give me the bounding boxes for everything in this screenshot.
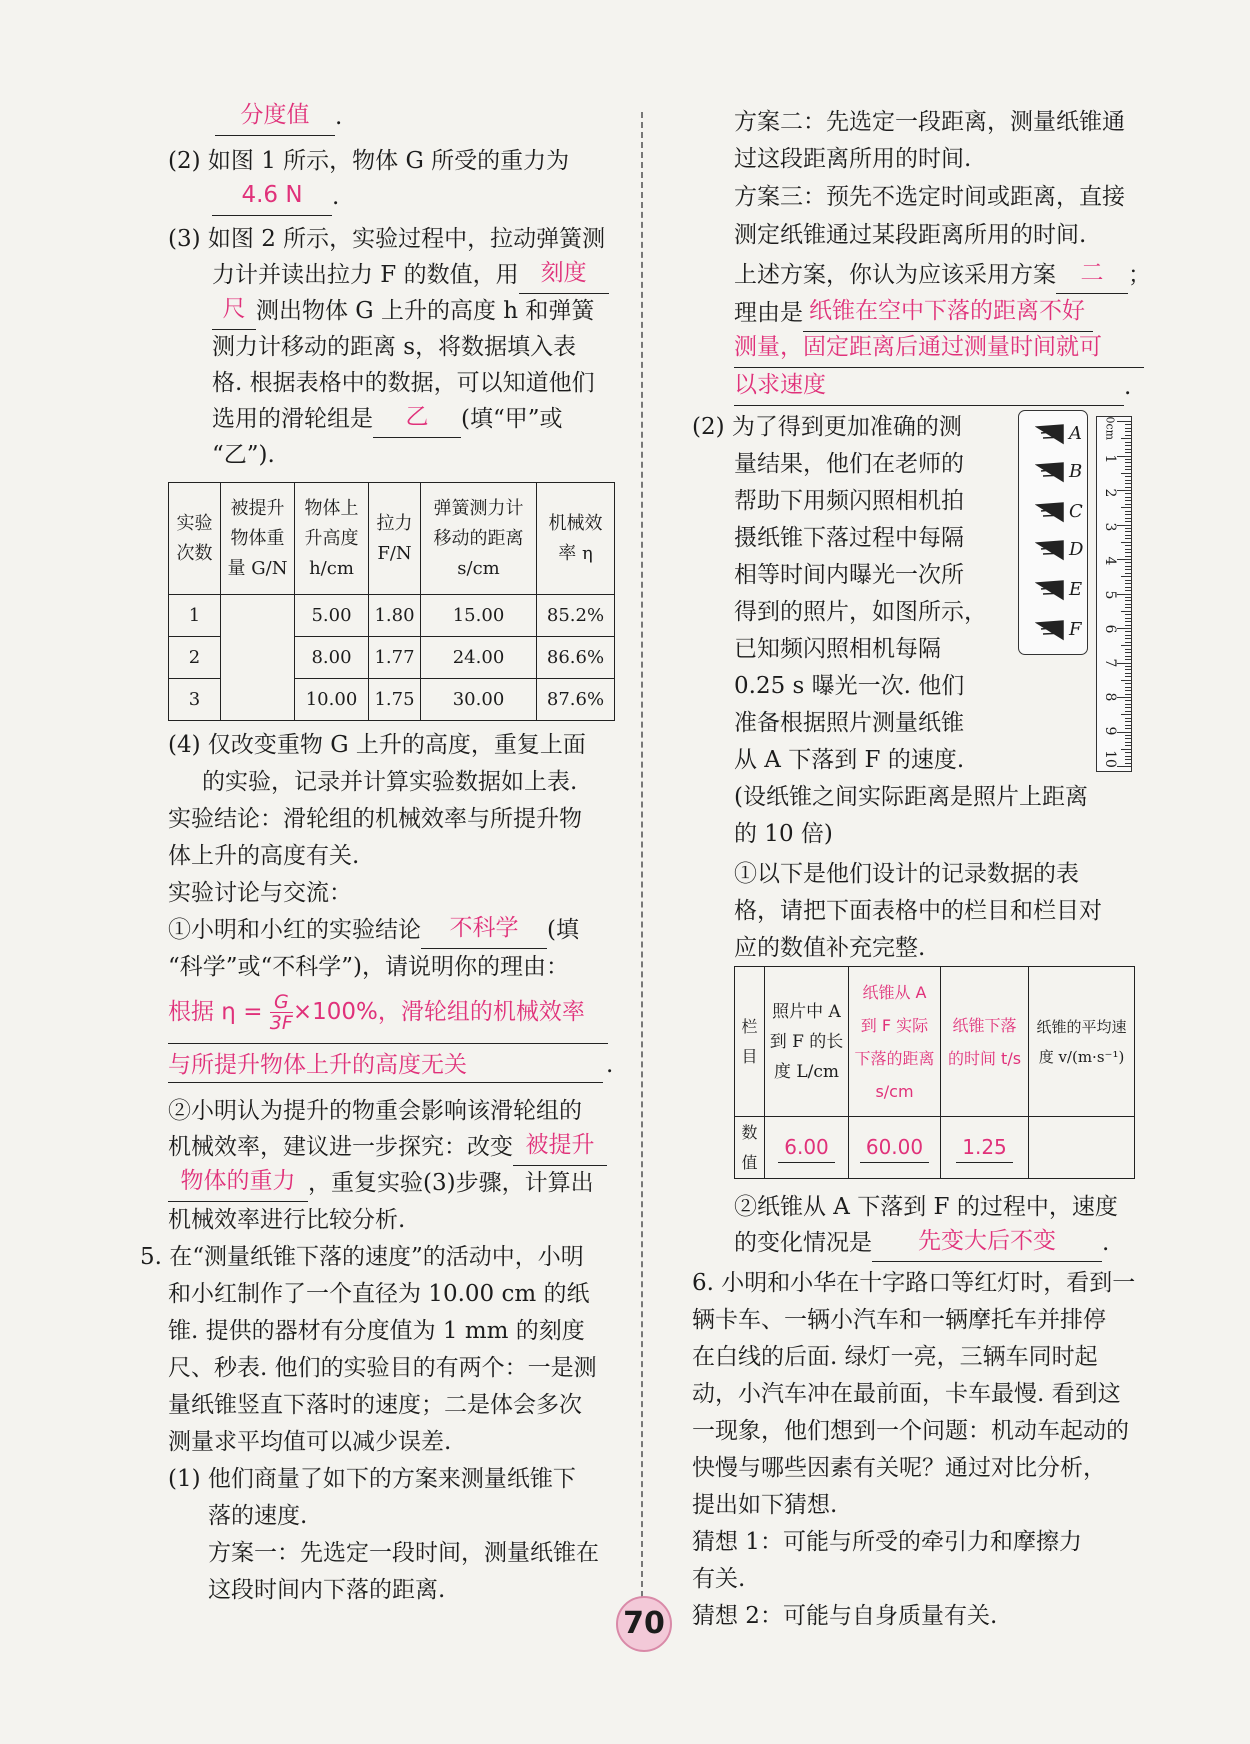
cone-label: D	[1069, 539, 1084, 560]
table-header: 被提升物体重量 G/N	[221, 483, 295, 595]
line-l05	[212, 258, 609, 294]
ruler-tick	[1125, 459, 1131, 460]
line-r30: 一现象，他们想到一个问题：机动车起动的	[692, 1418, 1129, 1444]
row-header: 数值	[735, 1117, 765, 1179]
ruler-tick	[1121, 749, 1131, 750]
ruler-tick	[1125, 452, 1131, 453]
ruler-tick	[1125, 707, 1131, 708]
ruler-tick	[1117, 628, 1131, 629]
table-cell: 10.00	[295, 679, 369, 721]
ruler-tick	[1125, 618, 1131, 619]
line-r09: (2) 为了得到更加准确的测	[692, 414, 962, 440]
text: 力计并读出拉力 F 的数值，用	[212, 262, 519, 288]
ruler-tick	[1125, 511, 1131, 512]
text: 上述方案，你认为应该采用方案	[734, 262, 1056, 288]
ruler-tick	[1125, 659, 1131, 660]
text: .	[335, 104, 343, 130]
table-cell: 85.2%	[537, 595, 615, 637]
ruler-tick	[1125, 676, 1131, 677]
column-divider	[641, 112, 643, 1627]
line-r25	[734, 1226, 1109, 1262]
table-header: 实验次数	[169, 483, 221, 595]
ruler-label: 7	[1102, 658, 1118, 668]
ruler-tick	[1125, 763, 1131, 764]
ruler-tick	[1125, 556, 1131, 557]
ruler-label: 3	[1102, 522, 1118, 532]
ruler-tick	[1125, 597, 1131, 598]
ruler-label: 0cm	[1103, 416, 1117, 441]
ruler-tick	[1125, 518, 1131, 519]
text: .	[1102, 1230, 1110, 1256]
text: .	[1124, 374, 1132, 400]
line-r08	[734, 370, 1131, 406]
table-header: 弹簧测力计移动的距离 s/cm	[421, 483, 537, 595]
ruler-tick	[1125, 538, 1131, 539]
ruler-tick	[1125, 590, 1131, 591]
ruler-label: 6	[1102, 624, 1118, 634]
table-cell: 24.00	[421, 637, 537, 679]
ruler-tick	[1125, 604, 1131, 605]
ruler-tick	[1125, 631, 1131, 632]
ruler-tick	[1117, 697, 1131, 698]
line-r16: 0.25 s 曝光一次. 他们	[734, 673, 965, 699]
answer-chi: 尺	[222, 296, 246, 322]
ruler-tick	[1121, 576, 1131, 577]
line-r22: 格，请把下面表格中的栏目和栏目对	[734, 898, 1102, 924]
ruler	[1096, 416, 1132, 772]
cone-label: E	[1069, 579, 1083, 600]
table-cell	[849, 1117, 941, 1179]
efficiency-table	[168, 482, 615, 721]
ruler-tick	[1125, 545, 1131, 546]
ruler-tick	[1125, 435, 1131, 436]
ruler-tick	[1125, 642, 1131, 643]
answer-er: 二	[1080, 260, 1104, 286]
line-l01	[215, 100, 342, 136]
line-r29: 动，小汽车冲在最前面，卡车最慢. 看到这	[692, 1381, 1121, 1407]
cone-icon	[1035, 423, 1065, 445]
line-l25: 和小红制作了一个直径为 10.00 cm 的纸	[168, 1281, 590, 1307]
answer-speed-change: 先变大后不变	[918, 1228, 1056, 1254]
line-l28: 量纸锥竖直下落时的速度；二是体会多次	[168, 1392, 582, 1418]
ruler-tick	[1125, 600, 1131, 601]
line-l31: 落的速度.	[208, 1503, 308, 1529]
ruler-tick	[1125, 531, 1131, 532]
cone-icon	[1035, 619, 1065, 641]
cone-label: F	[1069, 619, 1082, 640]
line-r20: 的 10 倍)	[734, 821, 833, 847]
table-cell	[1029, 1117, 1135, 1179]
line-r15: 已知频闪照相机每隔	[734, 636, 941, 662]
ruler-tick	[1125, 552, 1131, 553]
ruler-tick	[1125, 711, 1131, 712]
ruler-tick	[1125, 562, 1131, 563]
ruler-tick	[1125, 752, 1131, 753]
ruler-tick	[1125, 625, 1131, 626]
table-cell: 15.00	[421, 595, 537, 637]
line-l26: 锥. 提供的器材有分度值为 1 mm 的刻度	[168, 1318, 585, 1344]
line-l13: 实验结论：滑轮组的机械效率与所提升物	[168, 806, 582, 832]
answer-v1: 6.00	[778, 1132, 835, 1163]
ruler-tick	[1121, 542, 1131, 543]
ruler-tick	[1125, 738, 1131, 739]
answer-reason-end: 以求速度	[734, 372, 826, 398]
line-r34: 有关.	[692, 1566, 746, 1592]
line-l20: ②小明认为提升的物重会影响该滑轮组的	[168, 1098, 582, 1124]
ruler-tick	[1125, 462, 1131, 463]
cone-label: C	[1069, 501, 1083, 522]
text: .	[606, 1052, 614, 1078]
table-cell: 2	[169, 637, 221, 679]
table-header: 物体上升高度 h/cm	[295, 483, 369, 595]
line-l12: 的实验，记录并计算实验数据如上表.	[202, 769, 578, 795]
ruler-tick	[1125, 497, 1131, 498]
ruler-tick	[1125, 583, 1131, 584]
ruler-tick	[1125, 742, 1131, 743]
answer-yi: 乙	[405, 404, 429, 430]
line-r31: 快慢与哪些因素有关呢？通过对比分析，	[692, 1455, 1106, 1481]
line-l15: 实验讨论与交流：	[168, 880, 352, 906]
answer-v2: 60.00	[860, 1132, 929, 1163]
answer-bukexue: 不科学	[449, 915, 519, 941]
line-r10: 量结果，他们在老师的	[734, 451, 964, 477]
line-l04: (3) 如图 2 所示，实验过程中，拉动弹簧测	[168, 226, 606, 252]
text: 的变化情况是	[734, 1230, 872, 1256]
ruler-tick	[1121, 611, 1131, 612]
line-r26: 6. 小明和小华在十字路口等红灯时，看到一	[692, 1270, 1136, 1296]
ruler-tick	[1125, 587, 1131, 588]
ruler-tick	[1125, 466, 1131, 467]
line-l21	[168, 1130, 607, 1166]
text: ，重复实验(3)步骤，计算出	[308, 1170, 594, 1196]
table-cell: 5.00	[295, 595, 369, 637]
line-r14: 得到的照片，如图所示，	[734, 599, 987, 625]
line-r03: 方案三：预先不选定时间或距离，直接	[734, 184, 1125, 210]
answer-zhongli: 物体的重力	[180, 1168, 296, 1194]
line-r12: 摄纸锥下落过程中每隔	[734, 525, 964, 551]
table-header	[849, 967, 941, 1117]
answer-beitisheng: 被提升	[525, 1132, 595, 1158]
answer-reason: 与所提升物体上升的高度无关	[168, 1052, 467, 1078]
ruler-label: 8	[1102, 692, 1118, 702]
ruler-tick	[1125, 759, 1131, 760]
line-l24: 5. 在“测量纸锥下落的速度”的活动中，小明	[140, 1244, 584, 1270]
cone-icon	[1035, 579, 1065, 601]
line-l11: (4) 仅改变重物 G 上升的高度，重复上面	[168, 732, 586, 758]
ruler-tick	[1117, 456, 1131, 457]
ruler-label: 10	[1102, 750, 1118, 768]
ruler-tick	[1125, 428, 1131, 429]
line-l33: 这段时间内下落的距离.	[208, 1577, 446, 1603]
cone-icon	[1035, 501, 1065, 523]
ruler-label: 5	[1102, 590, 1118, 600]
strobe-photo	[1018, 410, 1088, 655]
answer-underline	[168, 1043, 608, 1044]
ruler-tick	[1125, 573, 1131, 574]
table-cell: 86.6%	[537, 637, 615, 679]
cone-speed-table	[734, 966, 1135, 1179]
ruler-tick	[1125, 514, 1131, 515]
ruler-tick	[1125, 721, 1131, 722]
ruler-tick	[1125, 566, 1131, 567]
text: 选用的滑轮组是	[212, 406, 373, 432]
fraction-numerator: G	[270, 992, 293, 1013]
ruler-tick	[1125, 521, 1131, 522]
ruler-label: 1	[1102, 454, 1118, 464]
line-l16	[168, 913, 579, 949]
line-l30: (1) 他们商量了如下的方案来测量纸锥下	[168, 1466, 576, 1492]
ruler-tick	[1125, 652, 1131, 653]
line-l06	[212, 294, 594, 330]
line-l18	[168, 992, 585, 1033]
ruler-tick	[1125, 500, 1131, 501]
ruler-tick	[1121, 645, 1131, 646]
ruler-tick	[1117, 490, 1131, 491]
ruler-tick	[1125, 528, 1131, 529]
ruler-tick	[1125, 569, 1131, 570]
ruler-tick	[1125, 431, 1131, 432]
ruler-tick	[1125, 424, 1131, 425]
ruler-tick	[1125, 493, 1131, 494]
line-l19	[168, 1048, 614, 1082]
ruler-tick	[1125, 745, 1131, 746]
text: ；	[1128, 262, 1151, 288]
answer-kedu: 刻度	[540, 260, 587, 286]
answer-reason-mid: 测量，固定距离后通过测量时间就可	[734, 334, 1102, 360]
ruler-tick	[1125, 442, 1131, 443]
ruler-tick	[1125, 704, 1131, 705]
line-r35: 猜想 2：可能与自身质量有关.	[692, 1603, 998, 1629]
ruler-tick	[1125, 483, 1131, 484]
ruler-tick	[1125, 621, 1131, 622]
ruler-tick	[1125, 683, 1131, 684]
line-r01: 方案二：先选定一段距离，测量纸锥通	[734, 109, 1125, 135]
table-cell: 8.00	[295, 637, 369, 679]
ruler-tick	[1121, 680, 1131, 681]
line-r19: (设纸锥之间实际距离是照片上距离	[734, 784, 1088, 810]
ruler-tick	[1125, 728, 1131, 729]
ruler-tick	[1121, 473, 1131, 474]
table-cell: 87.6%	[537, 679, 615, 721]
table-cell	[765, 1117, 849, 1179]
ruler-label: 4	[1102, 556, 1118, 566]
text: 机械效率，建议进一步探究：改变	[168, 1134, 513, 1160]
line-l07: 测力计移动的距离 s，将数据填入表	[212, 334, 577, 360]
cone-label: A	[1069, 423, 1082, 444]
table-cell: 3	[169, 679, 221, 721]
cone-icon	[1035, 539, 1065, 561]
ruler-tick	[1125, 469, 1131, 470]
ruler-tick	[1117, 525, 1131, 526]
line-r11: 帮助下用频闪照相机拍	[734, 488, 964, 514]
row-header: 栏目	[735, 967, 765, 1117]
line-r04: 测定纸锥通过某段距离所用的时间.	[734, 222, 1087, 248]
line-r24: ②纸锥从 A 下落到 F 的过程中，速度	[734, 1194, 1118, 1220]
ruler-tick	[1117, 732, 1131, 733]
ruler-tick	[1125, 725, 1131, 726]
ruler-tick	[1125, 480, 1131, 481]
line-l08: 格. 根据表格中的数据，可以知道他们	[212, 370, 595, 396]
table-cell: 1.77	[369, 637, 421, 679]
answer-col3: 纸锥下落的时间 t/s	[947, 1015, 1022, 1068]
line-r21: ①以下是他们设计的记录数据的表	[734, 861, 1079, 887]
ruler-tick	[1125, 535, 1131, 536]
table-header: 照片中 A 到 F 的长度 L/cm	[765, 967, 849, 1117]
ruler-tick	[1125, 476, 1131, 477]
ruler-tick	[1117, 766, 1131, 767]
table-cell: 1.80	[369, 595, 421, 637]
text: 根据 η =	[168, 999, 263, 1025]
line-l17: “科学”或“不科学”)，请说明你的理由：	[168, 954, 570, 980]
ruler-tick	[1125, 700, 1131, 701]
line-l14: 体上升的高度有关.	[168, 843, 360, 869]
ruler-tick	[1121, 507, 1131, 508]
line-l09	[212, 402, 563, 438]
ruler-tick	[1125, 614, 1131, 615]
line-r18: 从 A 下落到 F 的速度.	[734, 747, 965, 773]
ruler-tick	[1125, 669, 1131, 670]
page-number: 70	[616, 1596, 672, 1652]
line-r06	[734, 296, 1093, 332]
ruler-tick	[1121, 714, 1131, 715]
ruler-tick	[1125, 580, 1131, 581]
ruler-tick	[1117, 594, 1131, 595]
line-r02: 过这段距离所用的时间.	[734, 146, 972, 172]
text: ①小明和小红的实验结论	[168, 917, 421, 943]
ruler-tick	[1125, 607, 1131, 608]
ruler-tick	[1125, 649, 1131, 650]
ruler-tick	[1125, 638, 1131, 639]
text: ×100%，滑轮组的机械效率	[292, 999, 585, 1025]
ruler-tick	[1125, 504, 1131, 505]
line-r13: 相等时间内曝光一次所	[734, 562, 964, 588]
ruler-label: 9	[1102, 726, 1118, 736]
ruler-tick	[1117, 663, 1131, 664]
answer-col2: 纸锥从 A 到 F 实际下落的距离 s/cm	[854, 982, 935, 1101]
table-header: 纸锥的平均速度 v/(m·s⁻¹)	[1029, 967, 1135, 1117]
ruler-tick	[1125, 445, 1131, 446]
ruler-tick	[1125, 673, 1131, 674]
ruler-tick	[1125, 756, 1131, 757]
text: (填	[547, 917, 579, 943]
formula-fraction	[270, 992, 293, 1033]
answer-reason-start: 纸锥在空中下落的距离不好	[809, 298, 1085, 324]
line-l03	[212, 180, 339, 216]
ruler-tick	[1125, 635, 1131, 636]
ruler-label: 2	[1102, 488, 1118, 498]
table-header	[941, 967, 1029, 1117]
table-cell: 1.75	[369, 679, 421, 721]
ruler-tick	[1125, 666, 1131, 667]
table-cell: 1	[169, 595, 221, 637]
text: .	[332, 184, 340, 210]
table-cell	[221, 595, 295, 721]
line-l29: 测量求平均值可以减少误差.	[168, 1429, 452, 1455]
text: (填“甲”或	[461, 406, 563, 432]
ruler-tick	[1125, 656, 1131, 657]
line-r23: 应的数值补充完整.	[734, 935, 926, 961]
table-cell	[941, 1117, 1029, 1179]
ruler-tick	[1125, 487, 1131, 488]
answer-underline	[168, 1082, 603, 1083]
table-header: 拉力 F/N	[369, 483, 421, 595]
line-r28: 在白线的后面. 绿灯一亮，三辆车同时起	[692, 1344, 1098, 1370]
ruler-tick	[1125, 690, 1131, 691]
table-row	[169, 595, 615, 637]
line-r32: 提出如下猜想.	[692, 1492, 838, 1518]
line-l22	[168, 1166, 594, 1202]
answer-gravity: 4.6 N	[241, 182, 303, 208]
ruler-tick	[1125, 549, 1131, 550]
line-r27: 辆卡车、一辆小汽车和一辆摩托车并排停	[692, 1307, 1106, 1333]
line-r17: 准备根据照片测量纸锥	[734, 710, 964, 736]
table-header: 机械效率 η	[537, 483, 615, 595]
ruler-tick	[1117, 421, 1131, 422]
line-l27: 尺、秒表. 他们的实验目的有两个：一是测	[168, 1355, 597, 1381]
cone-label: B	[1069, 461, 1083, 482]
ruler-tick	[1121, 438, 1131, 439]
line-l02: (2) 如图 1 所示，物体 G 所受的重力为	[168, 148, 570, 174]
line-l32: 方案一：先选定一段时间，测量纸锥在	[208, 1540, 599, 1566]
ruler-tick	[1125, 449, 1131, 450]
table-cell: 30.00	[421, 679, 537, 721]
text: 测出物体 G 上升的高度 h 和弹簧	[256, 298, 595, 324]
text: 理由是	[734, 300, 803, 326]
ruler-tick	[1117, 559, 1131, 560]
line-r07	[734, 332, 1144, 368]
answer-fenduzhi: 分度值	[240, 102, 310, 128]
line-l10: “乙”).	[212, 442, 275, 468]
ruler-tick	[1125, 735, 1131, 736]
ruler-tick	[1125, 687, 1131, 688]
fraction-denominator: 3F	[269, 1012, 293, 1034]
line-r05	[734, 258, 1151, 294]
cone-icon	[1035, 461, 1065, 483]
line-l23: 机械效率进行比较分析.	[168, 1207, 406, 1233]
ruler-tick	[1125, 718, 1131, 719]
line-r33: 猜想 1：可能与所受的牵引力和摩擦力	[692, 1529, 1082, 1555]
answer-v3: 1.25	[956, 1132, 1013, 1163]
ruler-tick	[1125, 694, 1131, 695]
